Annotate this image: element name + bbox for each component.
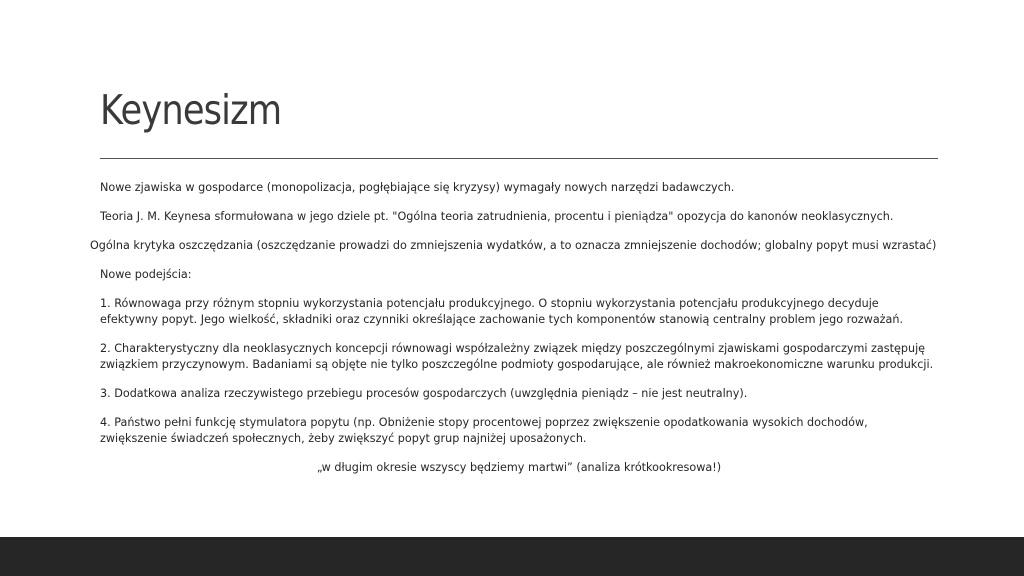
paragraph-point-3: 3. Dodatkowa analiza rzeczywistego przebiegu procesów gospodarczych (uwzględnia pieniądz – nie jest neutralny).	[100, 387, 748, 400]
title-divider	[100, 158, 938, 159]
slide-content	[90, 180, 938, 489]
footer-bar	[0, 537, 1024, 576]
slide-title: Keynesizm	[100, 86, 282, 134]
paragraph-new-approaches: Nowe podejścia:	[100, 268, 192, 281]
paragraph-savings-critique: Ogólna krytyka oszczędzania (oszczędzanie prowadzi do zmniejszenia wydatków, a to oznacza zmniejszenie dochodów; globalny popyt musi wzrastać)	[90, 239, 937, 252]
paragraph-point-1: 1. Równowaga przy różnym stopniu wykorzystania potencjału produkcyjnego. O stopniu wykorzystania potencjału produkcyjnego decyduje efektywny popyt. Jego wielkość, składniki oraz czynniki określające zachowanie tych komponentów stanowią centralny problem jego rozważań.	[100, 297, 904, 326]
paragraph-new-phenomena: Nowe zjawiska w gospodarce (monopolizacja, pogłębiające się kryzysy) wymagały nowych narzędzi badawczych.	[100, 181, 735, 194]
paragraph-keynes-theory: Teoria J. M. Keynesa sformułowana w jego dziele pt. "Ogólna teoria zatrudnienia, procentu i pieniądza" opozycja do kanonów neoklasycznych.	[100, 210, 894, 223]
quote-long-run: „w długim okresie wszyscy będziemy martwi” (analiza krótkookresowa!)	[316, 461, 722, 474]
paragraph-point-2: 2. Charakterystyczny dla neoklasycznych koncepcji równowagi współzależny związek między poszczególnymi zjawiskami gospodarczymi zastępuję związkiem przyczynowym. Badaniami są objęte nie tylko poszczególne podmioty gospodarujące, ale również makroekonomiczne warunku produkcji.	[100, 342, 934, 371]
paragraph-point-4: 4. Państwo pełni funkcję stymulatora popytu (np. Obniżenie stopy procentowej poprzez zwiększenie opodatkowania wysokich dochodów, zwiększenie świadczeń społecznych, żeby zwiększyć popyt grup najniżej uposażonych.	[100, 416, 868, 445]
